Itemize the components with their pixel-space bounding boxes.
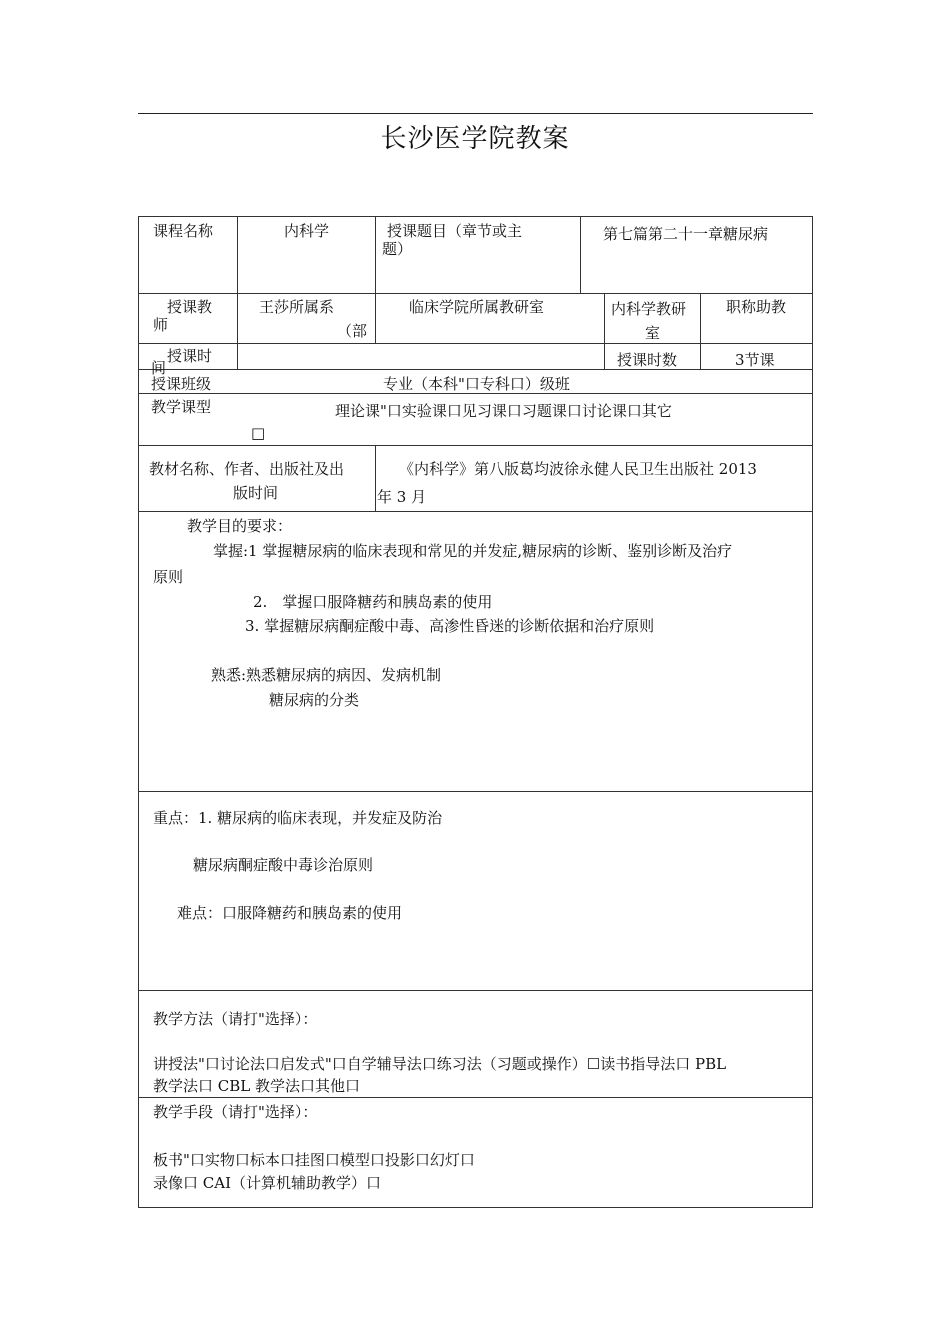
course-type-options: 理论课"口实验课口见习课口习题课口讨论课口其它 [335,402,672,420]
key-points-2: 糖尿病酮症酸中毒诊治原则 [193,856,374,874]
lesson-time-label-cut: 间 [151,359,167,377]
column-divider [375,217,376,293]
row-divider [139,293,812,294]
lesson-hours-label: 授课时数 [617,351,678,369]
column-divider [375,445,376,511]
teaching-office-value: 内科学教研 [611,300,687,318]
teacher-label: 授课教 [167,298,213,316]
course-name-value: 内科学 [284,222,330,240]
title-rank: 职称助教 [726,298,787,316]
methods-options-1: 讲授法"口讨论法口启发式"口自学辅导法口练习法（习题或操作）☐读书指导法口 PBL [153,1055,727,1073]
column-divider [700,293,701,369]
row-divider [139,791,812,792]
document-title: 长沙医学院教案 [380,124,570,154]
class-label: 授课班级 [151,375,212,393]
objectives-master-1: 掌握:1 掌握糖尿病的临床表现和常见的并发症,糖尿病的诊断、鉴别诊断及治疗 [213,542,733,560]
methods-heading: 教学方法（请打"选择）： [153,1010,318,1028]
course-type-other-checkbox[interactable]: □ [251,424,266,442]
column-divider [375,293,376,343]
column-divider [237,217,238,369]
row-divider [139,369,812,370]
objectives-familiar-1: 熟悉:熟悉糖尿病的病因、发病机制 [211,666,442,684]
textbook-value: 《内科学》第八版葛均波徐永健人民卫生出版社 2013 [399,460,757,478]
course-name-label: 课程名称 [153,222,214,240]
objectives-heading: 教学目的要求： [187,517,293,535]
lesson-time-label: 授课时 [167,347,213,365]
teacher-label-cont: 师 [153,316,169,334]
teaching-office-value-cont: 室 [645,324,661,342]
objectives-master-2: 2. 掌握口服降糖药和胰岛素的使用 [253,593,493,611]
lesson-hours-value: 3节课 [735,351,775,369]
objectives-master-3: 3. 掌握糖尿病酮症酸中毒、高渗性昏迷的诊断依据和治疗原则 [245,617,655,635]
college-office: 临床学院所属教研室 [409,298,545,316]
row-divider [139,511,812,512]
dept-suffix: （部 [337,322,368,340]
class-value: 专业（本科"口专科口）级班 [383,375,570,393]
column-divider [604,293,605,369]
means-options-2: 录像口 CAI（计算机辅助教学）口 [153,1174,382,1192]
means-heading: 教学手段（请打"选择）： [153,1103,318,1121]
difficult-points: 难点：口服降糖药和胰岛素的使用 [177,904,403,922]
row-divider [139,445,812,446]
row-divider [139,990,812,991]
lesson-topic-label-cont: 题） [382,240,413,258]
textbook-label-cont: 版时间 [233,484,279,502]
lesson-topic-label: 授课题目（章节或主 [387,222,523,240]
teacher-name-dept: 王莎所属系 [259,298,335,316]
row-divider [139,343,812,344]
column-divider [580,217,581,293]
course-type-label: 教学课型 [151,398,212,416]
key-points-1: 重点：1. 糖尿病的临床表现，并发症及防治 [153,809,443,827]
methods-options-2: 教学法口 CBL 教学法口其他口 [153,1077,360,1095]
lesson-topic-value: 第七篇第二十一章糖尿病 [603,225,769,243]
header-rule [138,113,813,114]
objectives-familiar-2: 糖尿病的分类 [269,691,360,709]
means-options-1: 板书"口实物口标本口挂图口模型口投影口幻灯口 [153,1151,475,1169]
objectives-master-1-cont: 原则 [153,568,184,586]
textbook-value-cont: 年 3 月 [377,488,427,506]
row-divider [139,1097,812,1098]
textbook-label: 教材名称、作者、出版社及出 [149,460,345,478]
lesson-plan-form [138,216,813,1208]
